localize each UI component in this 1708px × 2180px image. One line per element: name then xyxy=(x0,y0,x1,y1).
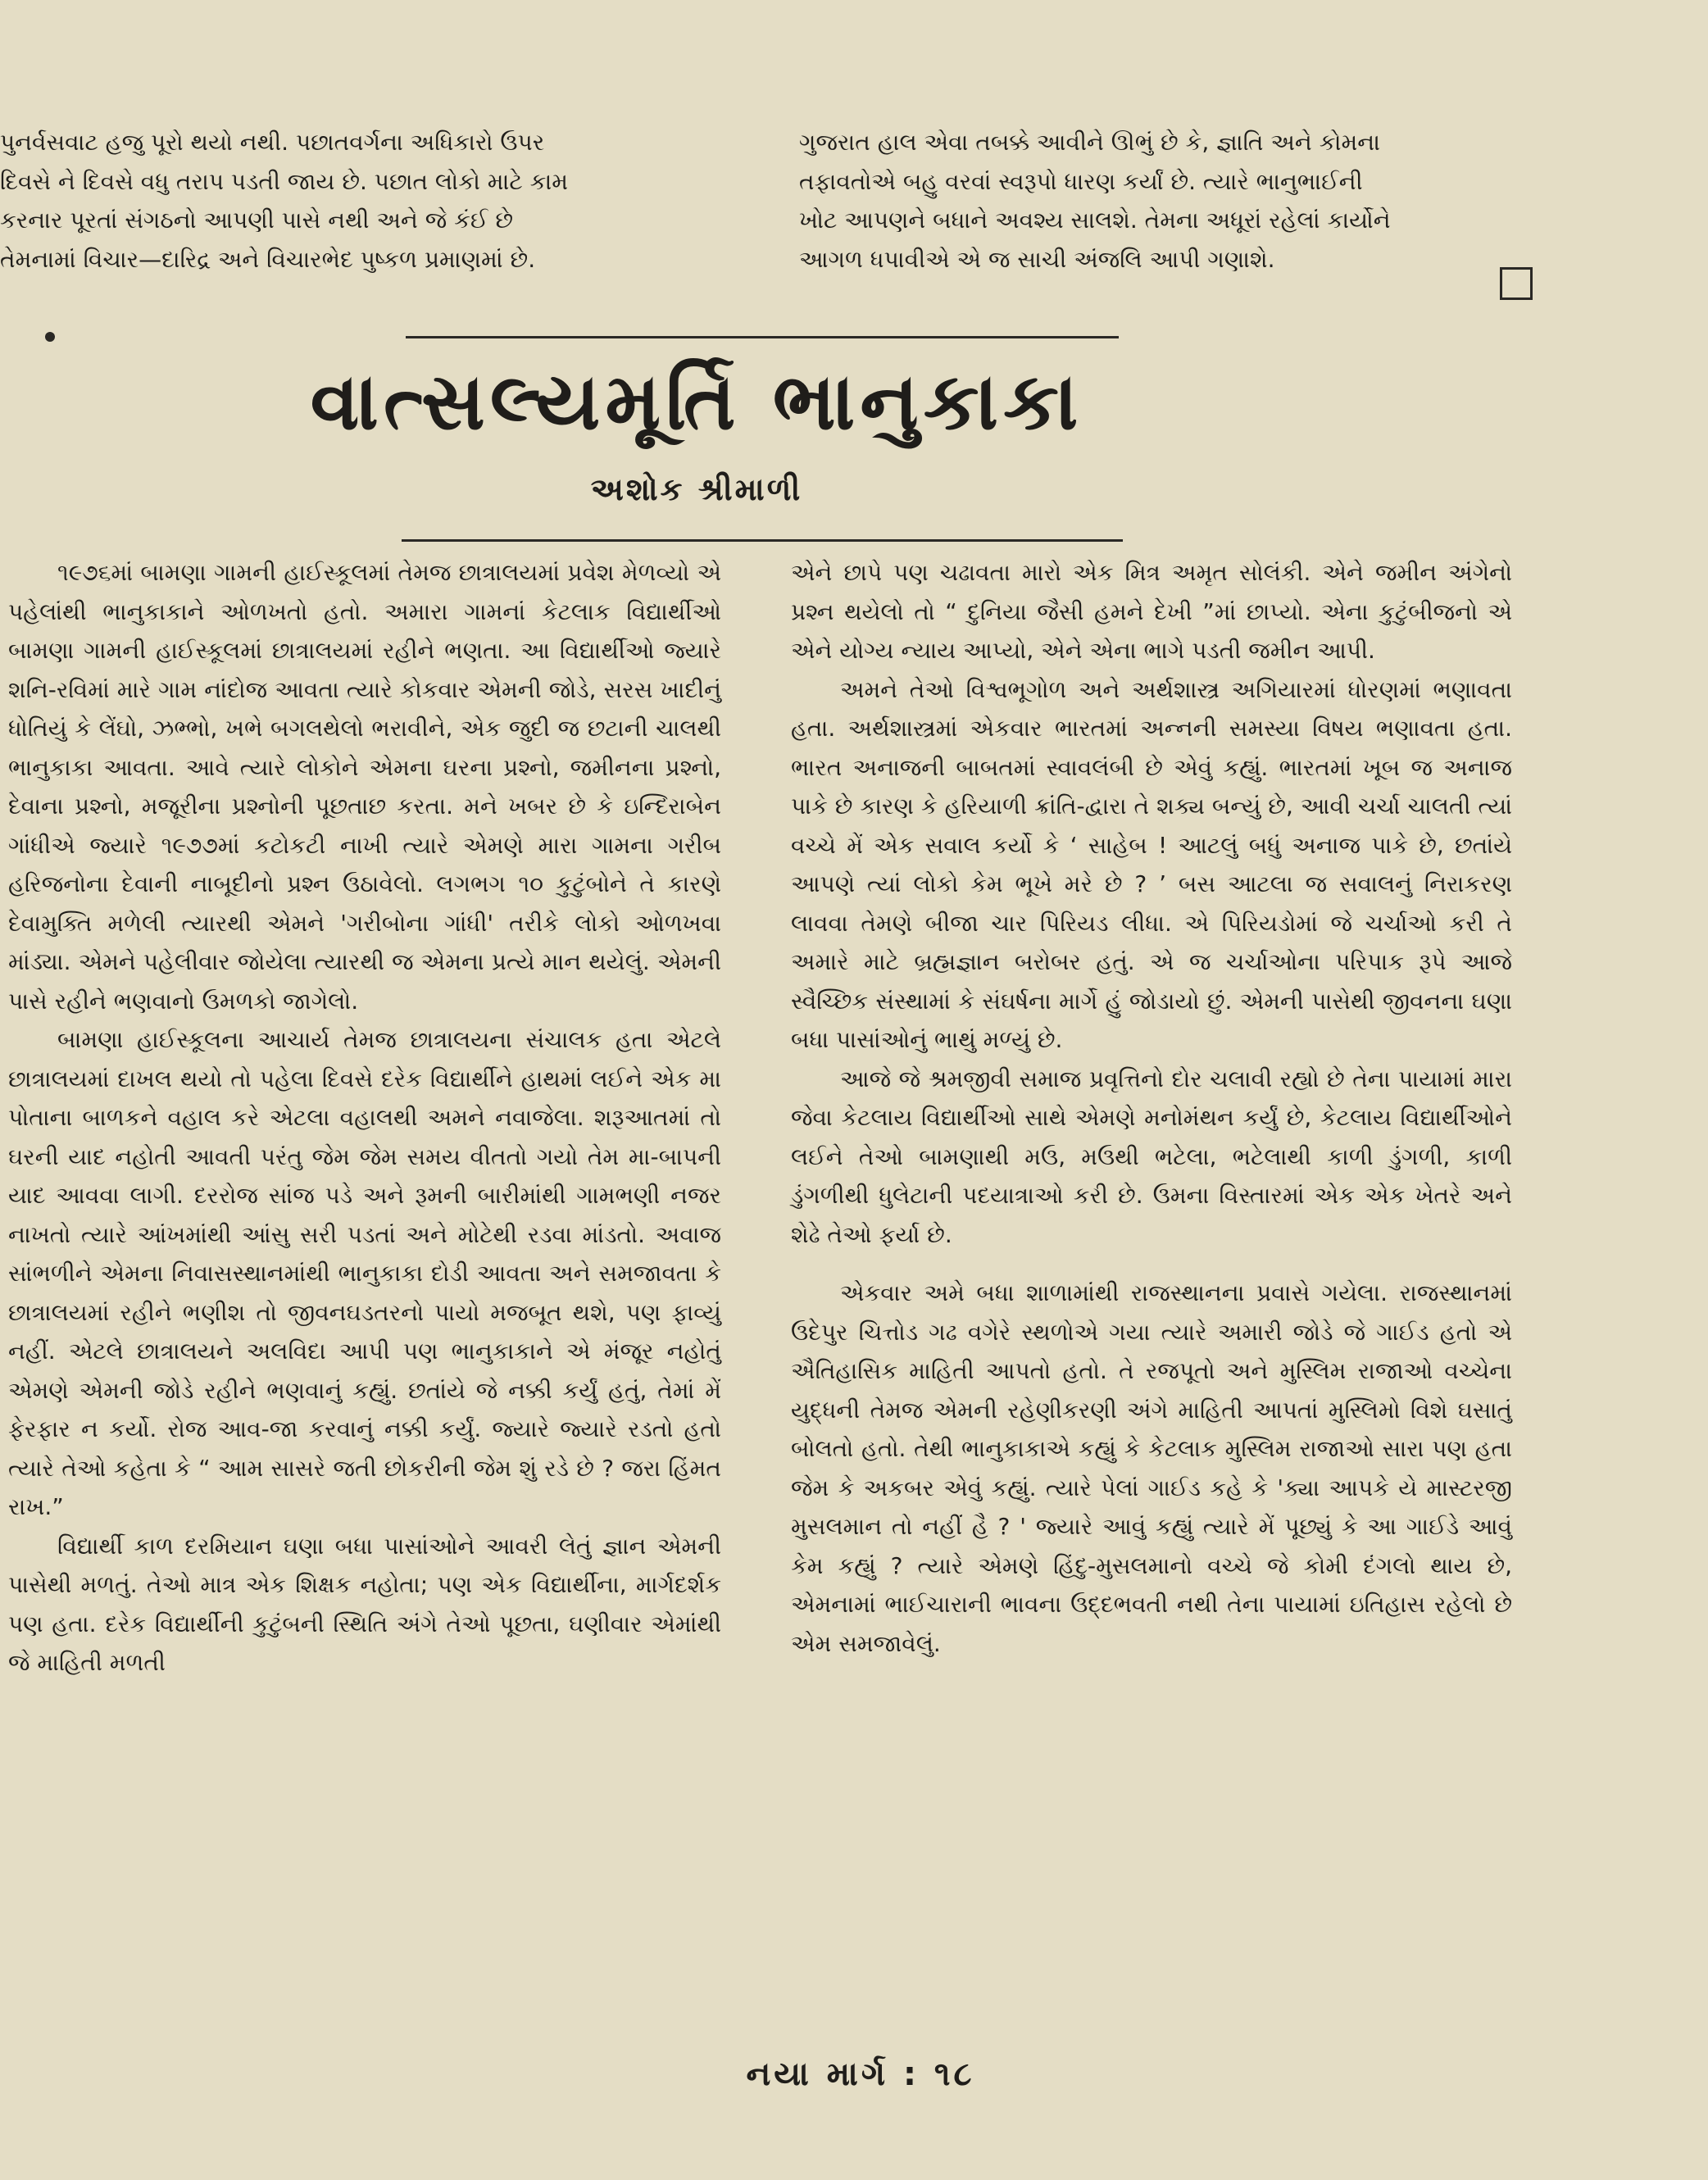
top-left-column xyxy=(0,123,721,279)
text-line: ખોટ આપણને બધાને અવશ્ય સાલશે. તેમના અધૂરાં રહેલાં કાર્યોને xyxy=(799,207,1391,234)
page-footer: નયા માર્ગ : ૧૮ xyxy=(746,2055,975,2093)
end-mark-box xyxy=(1500,267,1533,300)
ink-dot xyxy=(45,332,55,342)
text-line: તેમનામાં વિચાર—દારિદ્ર અને વિચારભેદ પુષ્કળ પ્રમાણમાં છે. xyxy=(0,245,536,273)
paragraph: આજે જે શ્રમજીવી સમાજ પ્રવૃત્તિનો દોર ચલાવી રહ્યો છે તેના પાયામાં મારા જેવા કેટલાય વિદ્યાર્થીઓ સાથે એમણે મનોમંથન કર્યું છે, કેટલાય વિદ્યાર્થીઓને લઈને તેઓ બામણાથી મઉ, મઉથી ભટેલા, ભટેલાથી કાળી ડુંગળી, કાળી ડુંગળીથી ધુલેટાની પદયાત્રાઓ કરી છે. ઉમના વિસ્તારમાં એક એક ખેતરે અને શેઢે તેઓ ફર્યા છે. xyxy=(791,1065,1512,1248)
paragraph: વિદ્યાર્થી કાળ દરમિયાન ઘણા બધા પાસાંઓને આવરી લેતું જ્ઞાન એમની પાસેથી મળતું. તેઓ માત્ર એક શિક્ષક નહોતા; પણ એક વિદ્યાર્થીના, માર્ગદર્શક પણ હતા. દરેક વિદ્યાર્થીની કુટુંબની સ્થિતિ અંગે તેઓ પૂછતા, ઘણીવાર એમાંથી જે માહિતી મળતી xyxy=(8,1532,721,1676)
title-rule-top xyxy=(406,336,1119,338)
left-column xyxy=(8,553,721,1683)
top-right-column xyxy=(799,123,1504,279)
text-line: તફાવતોએ બહુ વરવાં સ્વરૂપો ધારણ કર્યાં છે. ત્યારે ભાનુભાઈની xyxy=(799,167,1363,195)
title-rule-bottom xyxy=(402,539,1123,542)
text-line: ગુજરાત હાલ એવા તબક્કે આવીને ઊભું છે કે, જ્ઞાતિ અને કોમના xyxy=(799,129,1380,156)
paragraph: ૧૯૭૬માં બામણા ગામની હાઈસ્કૂલમાં તેમજ છાત્રાલયમાં પ્રવેશ મેળવ્યો એ પહેલાંથી ભાનુકાકાને ઓળખતો હતો. અમારા ગામનાં કેટલાક વિદ્યાર્થીઓ બામણા ગામની હાઈસ્કૂલમાં છાત્રાલયમાં રહીને ભણતા. આ વિદ્યાર્થીઓ જ્યારે શનિ-રવિમાં મારે ગામ નાંદોજ આવતા ત્યારે કોકવાર એમની જોડે, સરસ ખાદીનું ધોતિયું કે લેંઘો, ઝભ્ભો, ખભે બગલથેલો ભરાવીને, એક જુદી જ છટાની ચાલથી ભાનુકાકા આવતા. આવે ત્યારે લોકોને એમના ઘરના પ્રશ્નો, જમીનના પ્રશ્નો, દેવાના પ્રશ્નો, મજૂરીના પ્રશ્નોની પૂછતાછ કરતા. મને ખબર છે કે ઇન્દિરાબેન ગાંધીએ જ્યારે ૧૯૭૭માં કટોકટી નાખી ત્યારે એમણે મારા ગામના ગરીબ હરિજનોના દેવાની નાબૂદીનો પ્રશ્ન ઉઠાવેલો. લગભગ ૧૦ કુટુંબોને તે કારણે દેવામુક્તિ મળેલી ત્યારથી એમને 'ગરીબોના ગાંધી' તરીકે લોકો ઓળખવા માંડ્યા. એમને પહેલીવાર જોયેલા ત્યારથી જ એમના પ્રત્યે માન થયેલું. એમની પાસે રહીને ભણવાનો ઉમળકો જાગેલો. xyxy=(8,559,721,1015)
article-title: વાત્સલ્યમૂર્તિ ભાનુકાકા xyxy=(310,356,1083,447)
paragraph: બામણા હાઈસ્કૂલના આચાર્ય તેમજ છાત્રાલયના સંચાલક હતા એટલે છાત્રાલયમાં દાખલ થયો તો પહેલા દિવસે દરેક વિદ્યાર્થીને હાથમાં લઈને એક મા પોતાના બાળકને વહાલ કરે એટલા વહાલથી અમને નવાજેલા. શરૂઆતમાં તો ઘરની યાદ નહોતી આવતી પરંતુ જેમ જેમ સમય વીતતો ગયો તેમ મા-બાપની યાદ આવવા લાગી. દરરોજ સાંજ પડે અને રૂમની બારીમાંથી ગામભણી નજર નાખતો ત્યારે આંખમાંથી આંસુ સરી પડતાં અને મોટેથી રડવા માંડતો. અવાજ સાંભળીને એમના નિવાસસ્થાનમાંથી ભાનુકાકા દોડી આવતા અને સમજાવતા કે છાત્રાલયમાં રહીને ભણીશ તો જીવનઘડતરનો પાયો મજબૂત થશે, પણ ફાવ્યું નહીં. એટલે છાત્રાલયને અલવિદા આપી પણ ભાનુકાકાને એ મંજૂર નહોતું એમણે એમની જોડે રહીને ભણવાનું કહ્યું. છતાંયે જે નક્કી કર્યું હતું, તેમાં મેં ફેરફાર ન કર્યો. રોજ આવ-જા કરવાનું નક્કી કર્યું. જ્યારે જ્યારે રડતો હતો ત્યારે તેઓ કહેતા કે “ આમ સાસરે જતી છોકરીની જેમ શું રડે છે ? જરા હિંમત રાખ.” xyxy=(8,1026,722,1520)
paragraph-gap xyxy=(791,1254,1512,1274)
paragraph: એકવાર અમે બધા શાળામાંથી રાજસ્થાનના પ્રવાસે ગયેલા. રાજસ્થાનમાં ઉદેપુર ચિત્તોડ ગઢ વગેરે સ્થળોએ ગયા ત્યારે અમારી જોડે જે ગાઈડ હતો એ ઐતિહાસિક માહિતી આપતો હતો. તે રજપૂતો અને મુસ્લિમ રાજાઓ વચ્ચેના યુદ્ધની તેમજ એમની રહેણીકરણી અંગે માહિતી આપતાં મુસ્લિમો વિશે ઘસાતું બોલતો હતો. તેથી ભાનુકાકાએ કહ્યું કે કેટલાક મુસ્લિમ રાજાઓ સારા પણ હતા જેમ કે અકબર એવું કહ્યું. ત્યારે પેલાં ગાઈડ કહે કે 'ક્યા આપકે યે માસ્ટરજી મુસલમાન તો નહીં હૈ ? ' જ્યારે આવું કહ્યું ત્યારે મેં પૂછ્યું કે આ ગાઈડે આવું કેમ કહ્યું ? ત્યારે એમણે હિંદુ-મુસલમાનો વચ્ચે જે કોમી દંગલો થાય છે, એમનામાં ભાઈચારાની ભાવના ઉદ્દભવતી નથી તેના પાયામાં ઇતિહાસ રહેલો છે એમ સમજાવેલું. xyxy=(791,1279,1512,1657)
paragraph: એને છાપે પણ ચઢાવતા મારો એક મિત્ર અમૃત સોલંકી. એને જમીન અંગેનો પ્રશ્ન થયેલો તો “ દુનિયા જૈસી હમને દેખી ”માં છાપ્યો. એના કુટુંબીજનો એ એને યોગ્ય ન્યાય આપ્યો, એને એના ભાગે પડતી જમીન આપી. xyxy=(791,559,1512,664)
text-line: આગળ ધપાવીએ એ જ સાચી અંજલિ આપી ગણાશે. xyxy=(799,245,1275,273)
text-line: પુનર્વસવાટ હજુ પૂરો થયો નથી. પછાતવર્ગના અધિકારો ઉપર xyxy=(0,129,545,156)
article-author: અશોક શ્રીમાળી xyxy=(590,471,803,507)
text-line: દિવસે ને દિવસે વધુ તરાપ પડતી જાય છે. પછાત લોકો માટે કામ xyxy=(0,167,568,195)
paragraph: અમને તેઓ વિશ્વભૂગોળ અને અર્થશાસ્ત્ર અગિયારમાં ધોરણમાં ભણાવતા હતા. અર્થશાસ્ત્રમાં એકવાર ભારતમાં અન્નની સમસ્યા વિષય ભણાવતા હતા. ભારત અનાજની બાબતમાં સ્વાવલંબી છે એવું કહ્યું. ભારતમાં ખૂબ જ અનાજ પાકે છે કારણ કે હરિયાળી ક્રાંતિ-દ્વારા તે શક્ય બન્યું છે, આવી ચર્ચા ચાલતી ત્યાં વચ્ચે મેં એક સવાલ કર્યો કે ‘ સાહેબ ! આટલું બધું અનાજ પાકે છે, છતાંયે આપણે ત્યાં લોકો કેમ ભૂખે મરે છે ? ’ બસ આટલા જ સવાલનું નિરાકરણ લાવવા તેમણે બીજા ચાર પિરિયડ લીધા. એ પિરિયડોમાં જે ચર્ચાઓ કરી તે અમારે માટે બ્રહ્મજ્ઞાન બરોબર હતું. એ જ ચર્ચાઓના પરિપાક રૂપે આજે સ્વૈચ્છિક સંસ્થામાં કે સંઘર્ષના માર્ગે હું જોડાયો છું. એમની પાસેથી જીવનના ઘણા બધા પાસાંઓનું ભાથું મળ્યું છે. xyxy=(791,675,1512,1053)
text-line: કરનાર પૂરતાં સંગઠનો આપણી પાસે નથી અને જે કંઈ છે xyxy=(0,207,514,234)
right-column xyxy=(791,553,1512,1663)
